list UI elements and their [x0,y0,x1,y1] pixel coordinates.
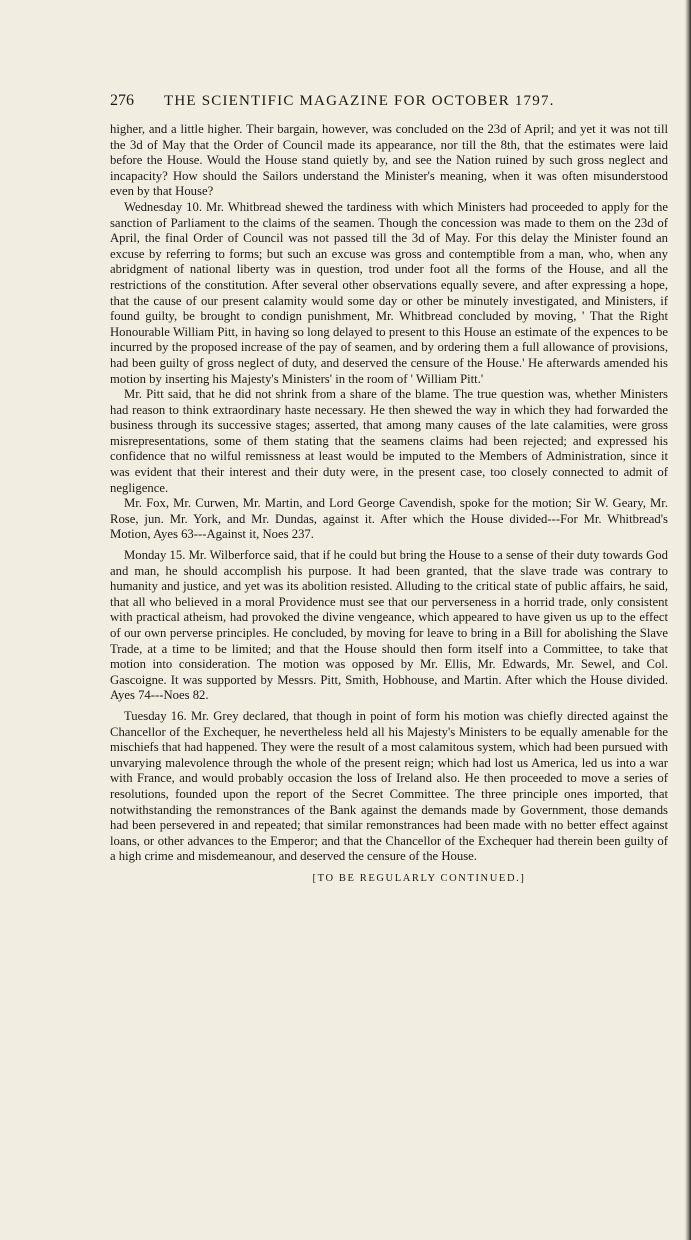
page-spine-edge [685,0,691,1240]
page-number: 276 [110,92,134,109]
paragraph-continuation: higher, and a little higher. Their bargain, however, was concluded on the 23d of April; and yet it was not till the 3d of May that the Order of Council made its appearance, nor till the 8th, that the estimates were laid before the House. Would the House stand quietly by, and see the Nation ruined by such gross neglect and incapacity? How should the Sailors understand the Minister's meaning, when it was often misunderstood even by that House? [110,122,668,199]
article-body [110,122,668,865]
paragraph-division: Mr. Fox, Mr. Curwen, Mr. Martin, and Lord George Cavendish, spoke for the motion; Sir W. Geary, Mr. Rose, jun. Mr. York, and Mr. Dundas, against it. After which the House divided---For Mr. Whitbread's Motion, Ayes 63---Against it, Noes 237. [110,496,668,542]
running-header [110,92,668,116]
paragraph-pitt-reply: Mr. Pitt said, that he did not shrink from a share of the blame. The true question was, whether Ministers had reason to think extraordinary haste necessary. He then shewed the way in which they had forwarded the business through its successive stages; asserted, that among many causes of the late calamities, were gross misrepresentations, some of them stating that the seamens claims had been rejected; and expressed his confidence that no wilful remissness at least would be imputed to the Members of Administration, since it was evident that their interest and their duty were, in the present case, too closely connected to admit of negligence. [110,387,668,495]
running-title: THE SCIENTIFIC MAGAZINE FOR OCTOBER 1797. [164,93,555,109]
paragraph-wednesday: Wednesday 10. Mr. Whitbread shewed the tardiness with which Ministers had proceeded to apply for the sanction of Parliament to the claims of the seamen. Though the concession was made to them on the 23d of April, the final Order of Council was not passed till the 3d of May. For this delay the Minister found an excuse by referring to forms; but such an excuse was gross and contemptible from a man, who, when any abridgment of national liberty was in question, trod under foot all the forms of the House, and all the restrictions of the constitution. After several other observations equally severe, and after expressing a hope, that the cause of our present calamity would some day or other be minutely investigated, and Ministers, if found guilty, be brought to condign punishment, Mr. Whitbread concluded by moving, ' That the Right Honourable William Pitt, in having so long delayed to present to this House an estimate of the expences to be incurred by the proposed increase of the pay of seamen, and by ordering them a full allowance of provisions, had been guilty of gross neglect of duty, and deserved the censure of the House.' He afterwards amended his motion by inserting his Majesty's Ministers' in the room of ' William Pitt.' [110,199,668,386]
magazine-page [110,92,668,884]
paragraph-tuesday: Tuesday 16. Mr. Grey declared, that though in point of form his motion was chiefly directed against the Chancellor of the Exchequer, he nevertheless held all his Majesty's Ministers to be equally amenable for the mischiefs that had happened. They were the result of a most calamitous system, which had been pursued with unvarying malevolence through the whole of the present reign; which had lost us America, led us into a war with France, and would probably occasion the loss of Ireland also. He then proceeded to move a series of resolutions, founded upon the report of the Secret Committee. The three principle ones imported, that notwithstanding the remonstrances of the Bank against the demands made by Government, those demands had been persevered in and repeated; that similar remonstrances had been made with no better effect against loans, or other advances to the Emperor; and that the Chancellor of the Exchequer had therein been guilty of a high crime and misdemeanour, and deserved the censure of the House. [110,708,668,864]
continuation-note: [TO BE REGULARLY CONTINUED.] [312,872,526,884]
paragraph-monday: Monday 15. Mr. Wilberforce said, that if he could but bring the House to a sense of their duty towards God and man, he should accomplish his purpose. It had been granted, that the slave trade was contrary to humanity and justice, and yet was its abolition resisted. Alluding to the critical state of public affairs, he said, that all who believed in a moral Providence must see that our perverseness in a horrid trade, only consistent with practical atheism, had provoked the divine vengeance, which appeared to have given us up to the effect of our own perverse principles. He concluded, by moving for leave to bring in a Bill for abolishing the Slave Trade, at a time to be limited; and that the House should then form itself into a Committee, to take that motion into consideration. The motion was opposed by Mr. Ellis, Mr. Edwards, Mr. Sewel, and Col. Gascoigne. It was supported by Messrs. Pitt, Smith, Hobhouse, and Martin. After which the House divided. Ayes 74---Noes 82. [110,548,668,703]
